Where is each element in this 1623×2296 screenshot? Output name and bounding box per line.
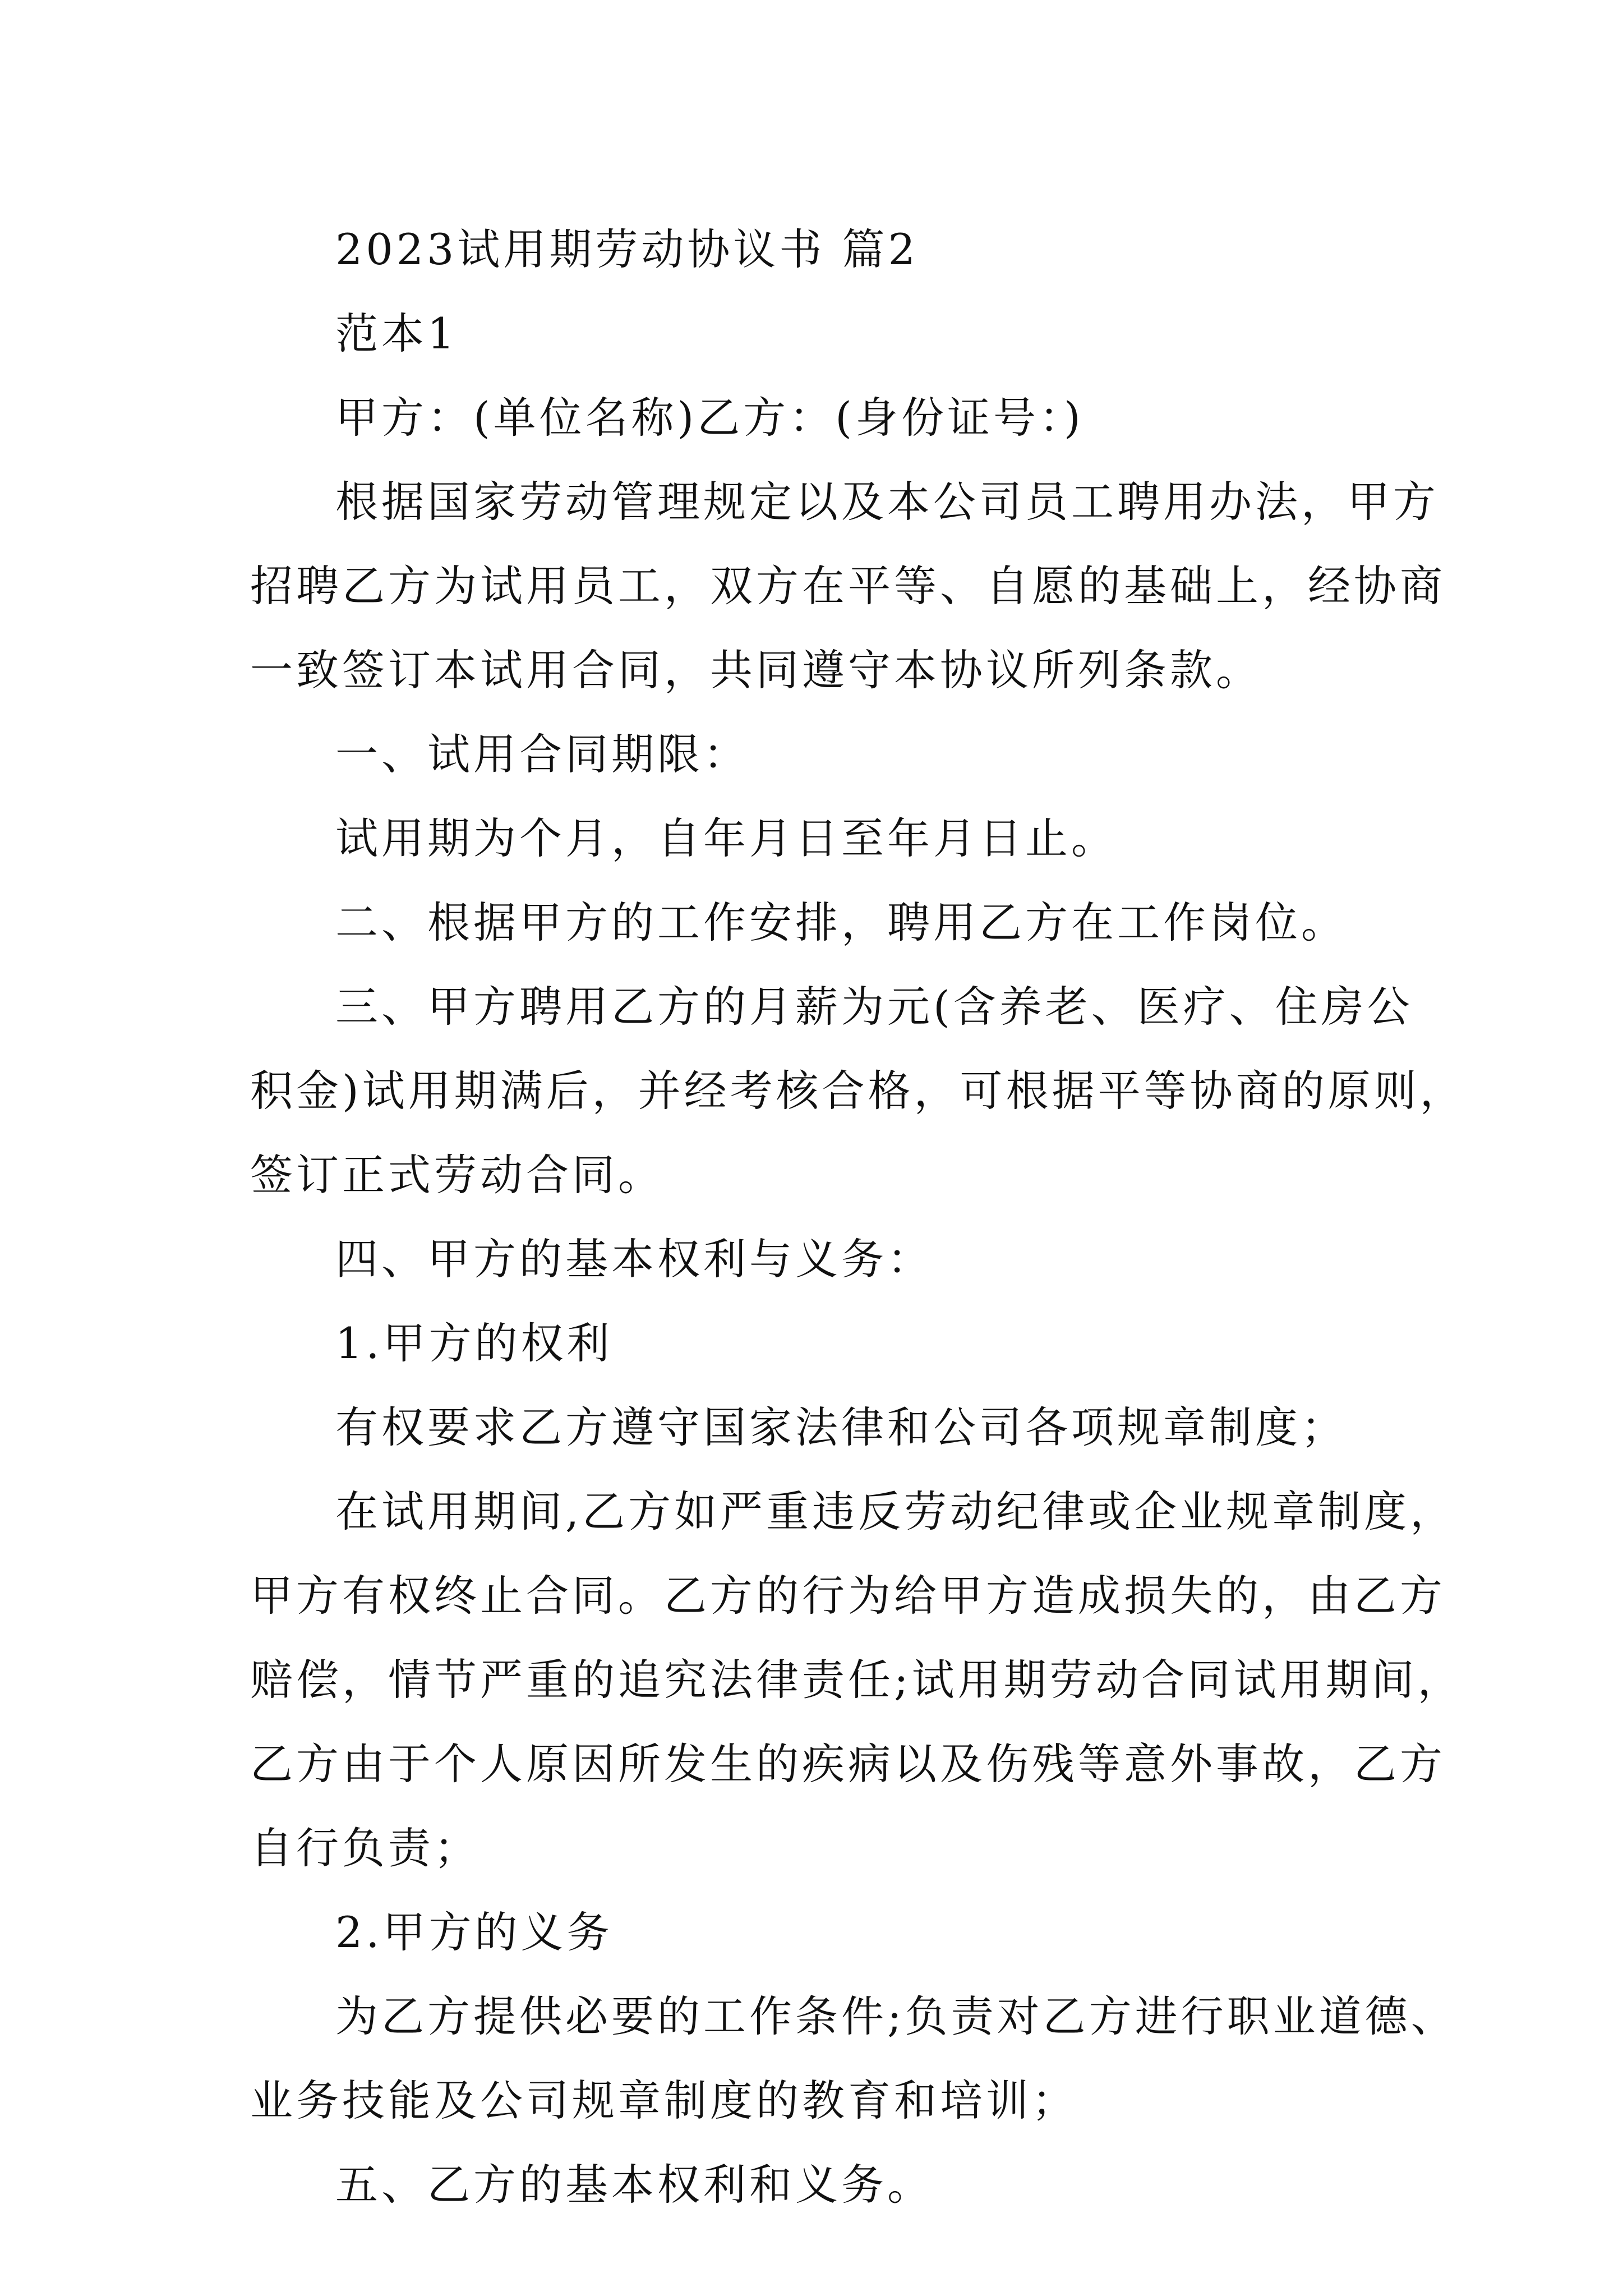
document-body (250, 208, 1466, 2227)
paragraph-line: 乙方由于个人原因所发生的疾病以及伤残等意外事故，乙方 (250, 1739, 1446, 1789)
paragraph-line: 甲方有权终止合同。乙方的行为给甲方造成损失的，由乙方 (250, 1571, 1446, 1621)
sample-label: 范本1 (335, 309, 458, 358)
section-heading: 三、甲方聘用乙方的月薪为元(含养老、医疗、住房公 (335, 982, 1413, 1032)
subsection-heading: 1.甲方的权利 (335, 1318, 613, 1368)
paragraph-line: 试用期为个月，自年月日至年月日止。 (335, 813, 1117, 863)
paragraph-line: 为乙方提供必要的工作条件;负责对乙方进行职业道德、 (335, 1991, 1457, 2041)
paragraph-line: 一致签订本试用合同，共同遵守本协议所列条款。 (250, 645, 1262, 695)
paragraph-line: 赔偿，情节严重的追究法律责任;试用期劳动合同试用期间， (250, 1655, 1464, 1705)
document-title: 2023试用期劳动协议书 篇2 (335, 224, 919, 274)
section-heading: 四、甲方的基本权利与义务： (335, 1234, 933, 1284)
paragraph-line: 根据国家劳动管理规定以及本公司员工聘用办法，甲方 (335, 477, 1439, 527)
parties-line: 甲方：(单位名称)乙方：(身份证号：) (335, 393, 1084, 443)
section-heading: 一、试用合同期限： (335, 729, 749, 779)
paragraph-line: 签订正式劳动合同。 (250, 1150, 664, 1200)
section-heading: 五、乙方的基本权利和义务。 (335, 2160, 933, 2210)
paragraph-line: 招聘乙方为试用员工，双方在平等、自愿的基础上，经协商 (250, 561, 1446, 611)
paragraph-line: 业务技能及公司规章制度的教育和培训； (250, 2076, 1078, 2125)
section-heading: 二、根据甲方的工作安排，聘用乙方在工作岗位。 (335, 898, 1347, 947)
subsection-heading: 2.甲方的义务 (335, 1907, 613, 1957)
paragraph-line: 在试用期间,乙方如严重违反劳动纪律或企业规章制度， (335, 1487, 1456, 1536)
paragraph-line: 有权要求乙方遵守国家法律和公司各项规章制度； (335, 1402, 1347, 1452)
paragraph-line: 自行负责； (250, 1823, 480, 1873)
paragraph-line: 积金)试用期满后，并经考核合格，可根据平等协商的原则， (250, 1066, 1466, 1116)
